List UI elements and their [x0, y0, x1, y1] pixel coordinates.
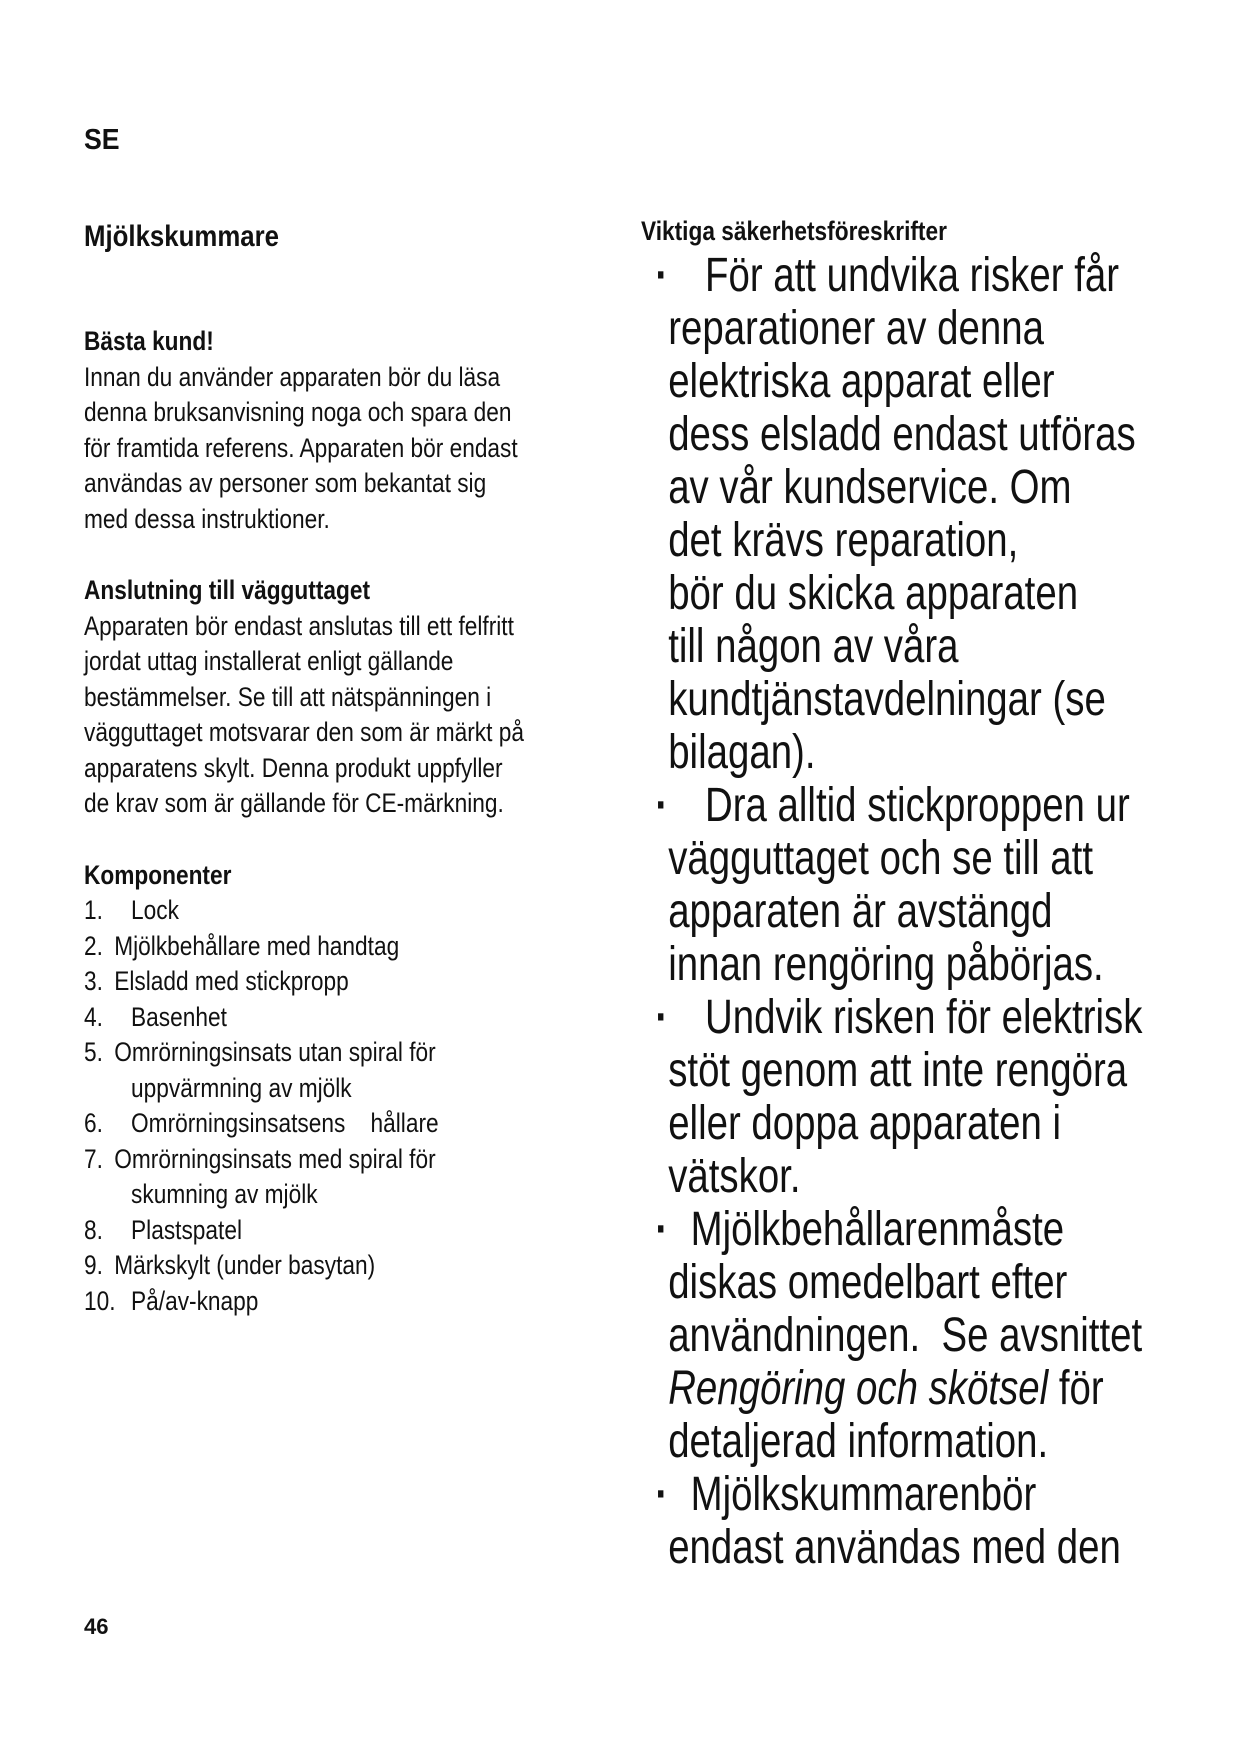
intro-line: denna bruksanvisning noga och spara den [84, 397, 512, 427]
safety-bullet [641, 779, 1130, 991]
components-list [84, 893, 554, 1319]
safety-line: reparationer av denna [668, 302, 1044, 355]
component-item [84, 1142, 554, 1213]
components-section [84, 858, 554, 1320]
safety-bullet [641, 991, 1143, 1203]
left-column [84, 324, 644, 1319]
document-title: Mjölkskummare [84, 220, 280, 253]
safety-line: vägguttaget och se till att [668, 832, 1093, 885]
component-number: 8. [84, 1214, 103, 1245]
intro-line: Innan du använder apparaten bör du läsa [84, 361, 501, 392]
component-text: På/av-knapp [131, 1285, 259, 1316]
safety-line: kundtjänstavdelningar (se [668, 673, 1106, 726]
component-item [84, 1213, 554, 1249]
component-text: Elsladd med stickpropp [114, 966, 349, 996]
bullet-dot-icon: · [655, 991, 669, 1044]
component-text-continued: uppvärmning av mjölk [131, 1072, 352, 1103]
safety-line: Mjölkskummarenbör [690, 1468, 1037, 1521]
component-text: Mjölkbehållare med handtag [114, 930, 400, 961]
safety-reference-italic: Rengöring och skötsel [668, 1362, 1049, 1415]
bullet-dot-icon: · [655, 249, 669, 302]
intro-line: med dessa instruktioner. [84, 503, 330, 534]
component-number: 5. [84, 1037, 103, 1067]
safety-heading: Viktiga säkerhetsföreskrifter [641, 216, 947, 246]
safety-line: till någon av våra [668, 620, 959, 673]
page-number: 46 [84, 1614, 109, 1639]
right-column [641, 216, 1201, 1574]
safety-bullet [641, 1203, 1143, 1468]
bullet-dot-icon: · [655, 1468, 669, 1521]
component-item [84, 1000, 554, 1036]
connection-line: vägguttaget motsvarar den som är märkt på [84, 717, 524, 747]
safety-line: detaljerad information. [668, 1415, 1049, 1468]
component-number: 10. [84, 1285, 116, 1316]
safety-line: vätskor. [668, 1150, 801, 1203]
safety-line: för [1048, 1362, 1104, 1415]
intro-line: användas av personer som bekantat sig [84, 468, 487, 498]
component-number: 7. [84, 1143, 103, 1174]
safety-line: bör du skicka apparaten [668, 567, 1079, 620]
component-item [84, 1248, 554, 1284]
language-code: SE [84, 124, 120, 156]
component-item [84, 1106, 554, 1142]
safety-line: Mjölkbehållarenmåste [690, 1203, 1065, 1256]
component-item [84, 1035, 554, 1106]
component-text: Plastspatel [131, 1214, 242, 1245]
component-text: Omrörningsinsats utan spiral för [114, 1037, 436, 1067]
connection-line: Apparaten bör endast anslutas till ett felfritt [84, 610, 514, 641]
component-item [84, 964, 554, 1000]
safety-line: av vår kundservice. Om [668, 461, 1072, 514]
component-text-continued: skumning av mjölk [131, 1179, 318, 1209]
safety-line: stöt genom att inte rengöra [668, 1044, 1128, 1097]
safety-line: dess elsladd endast utföras [668, 408, 1136, 461]
safety-line: Undvik risken för elektrisk [705, 991, 1143, 1044]
connection-line: apparatens skylt. Denna produkt uppfyller [84, 752, 503, 783]
safety-line: bilagan). [668, 726, 816, 779]
safety-line: Dra alltid stickproppen ur [705, 779, 1130, 832]
component-number: 6. [84, 1108, 103, 1138]
safety-line: elektriska apparat eller [668, 355, 1055, 408]
component-item [84, 893, 554, 929]
bullet-dot-icon: · [655, 779, 669, 832]
component-item [84, 1284, 554, 1320]
component-number: 2. [84, 930, 103, 961]
intro-section [84, 324, 554, 537]
component-text: Märkskylt (under basytan) [114, 1250, 376, 1280]
component-number: 4. [84, 1001, 103, 1032]
intro-line: för framtida referens. Apparaten bör endast [84, 432, 518, 463]
safety-line: innan rengöring påbörjas. [668, 938, 1104, 991]
safety-line: det krävs reparation, [668, 514, 1019, 567]
component-item [84, 929, 554, 965]
safety-line: diskas omedelbart efter [668, 1256, 1068, 1309]
component-number: 9. [84, 1250, 103, 1280]
components-heading: Komponenter [84, 859, 232, 890]
safety-bullet [641, 1468, 1121, 1574]
component-text: Omrörningsinsats med spiral för [114, 1143, 436, 1174]
bullet-dot-icon: · [655, 1203, 669, 1256]
component-number: 3. [84, 966, 103, 996]
safety-line: användningen. Se avsnittet [668, 1309, 1143, 1362]
safety-bullet [641, 249, 1136, 779]
connection-line: jordat uttag installerat enligt gällande [84, 646, 454, 676]
connection-line: bestämmelser. Se till att nätspänningen i [84, 681, 492, 712]
safety-line: apparaten är avstängd [668, 885, 1053, 938]
component-text: Lock [131, 895, 179, 925]
safety-line: endast användas med den [668, 1521, 1121, 1574]
safety-line: För att undvika risker får [705, 249, 1119, 302]
component-text: Basenhet [131, 1001, 227, 1032]
connection-section [84, 573, 554, 822]
connection-line: de krav som är gällande för CE-märkning. [84, 788, 504, 818]
intro-heading: Bästa kund! [84, 326, 214, 356]
component-text: Omrörningsinsatsens hållare [131, 1108, 439, 1138]
connection-heading: Anslutning till vägguttaget [84, 575, 371, 605]
safety-line: eller doppa apparaten i [668, 1097, 1062, 1150]
component-number: 1. [84, 895, 103, 925]
